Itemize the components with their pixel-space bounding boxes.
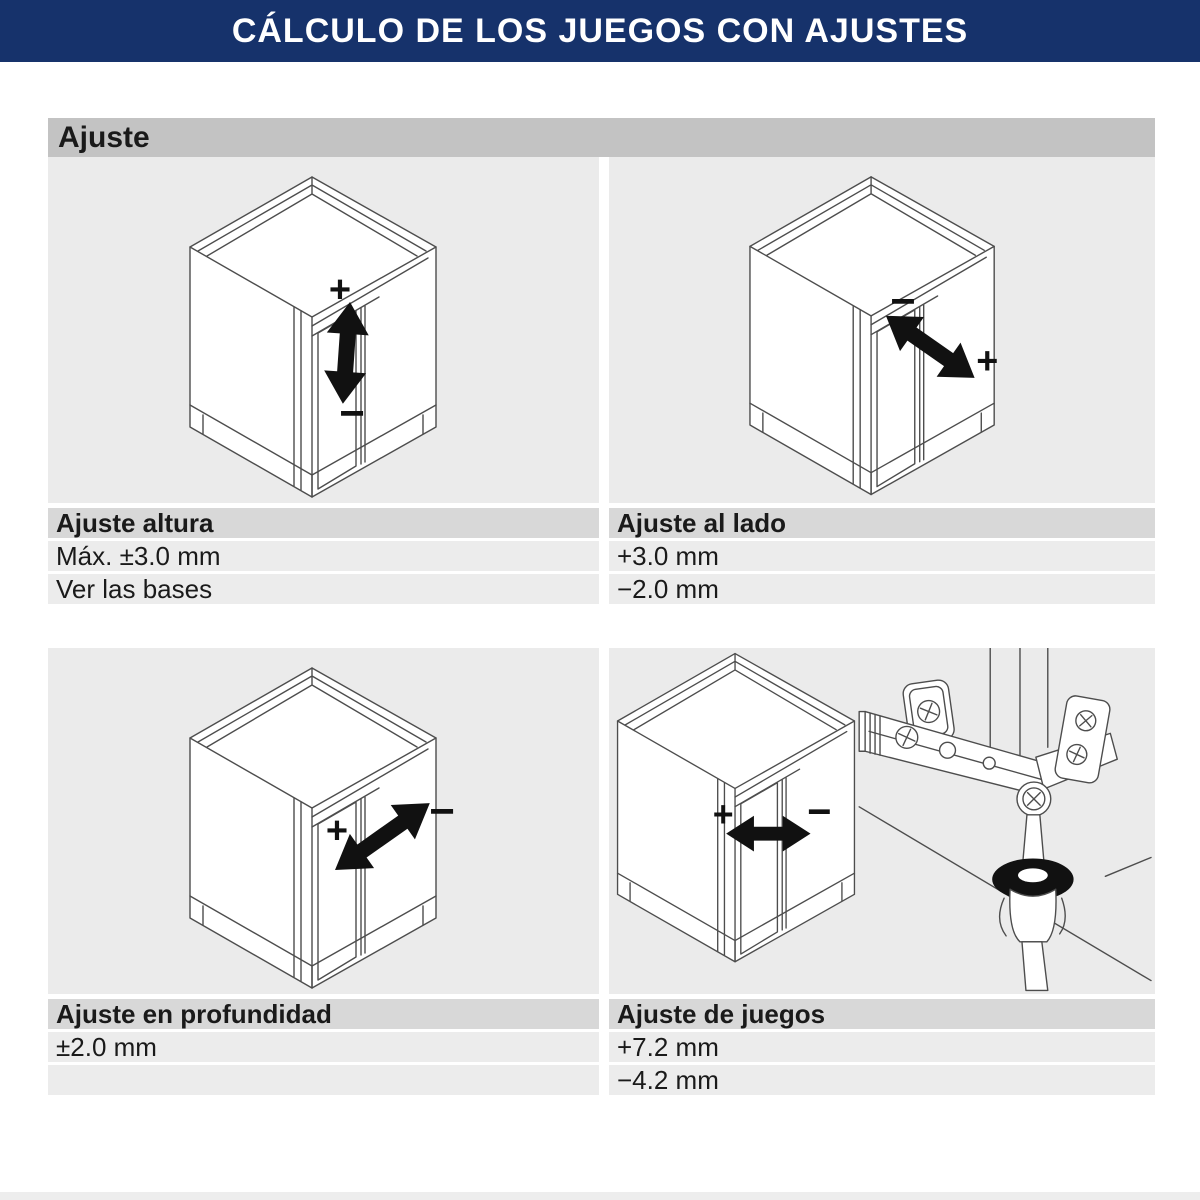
caption-title: Ajuste altura — [48, 508, 599, 538]
plus-sign: + — [325, 810, 349, 852]
minus-sign: − — [890, 276, 916, 326]
panel-ajuste-altura — [48, 157, 599, 607]
caption-block — [48, 508, 599, 607]
corner-cabinet-and-hinge-drawing — [609, 648, 1155, 994]
corner-cabinet-drawing — [48, 157, 599, 503]
figure-ajuste-de-juegos — [609, 648, 1155, 994]
figure-ajuste-al-lado — [609, 157, 1155, 503]
caption-value — [48, 1065, 599, 1095]
hinge-illustration — [859, 648, 1151, 990]
corner-cabinet-drawing — [48, 648, 599, 994]
figure-ajuste-en-profundidad — [48, 648, 599, 994]
caption-title: Ajuste de juegos — [609, 999, 1155, 1029]
caption-block — [48, 999, 599, 1098]
caption-block — [609, 999, 1155, 1098]
minus-sign: − — [429, 787, 455, 836]
screwdriver-shaft — [1023, 815, 1044, 861]
minus-sign: − — [807, 787, 832, 835]
panel-grid — [48, 157, 1155, 1098]
content — [48, 118, 1155, 1098]
corner-cabinet-drawing — [609, 157, 1155, 503]
caption-block — [609, 508, 1155, 607]
plus-sign: + — [712, 794, 734, 835]
figure-ajuste-altura — [48, 157, 599, 503]
caption-value: +3.0 mm — [609, 541, 1155, 571]
caption-title: Ajuste al lado — [609, 508, 1155, 538]
caption-value: −4.2 mm — [609, 1065, 1155, 1095]
caption-value: +7.2 mm — [609, 1032, 1155, 1062]
panel-ajuste-en-profundidad — [48, 648, 599, 1098]
plus-sign: + — [976, 339, 999, 382]
title-bar — [0, 0, 1200, 62]
caption-value: −2.0 mm — [609, 574, 1155, 604]
page-title: CÁLCULO DE LOS JUEGOS CON AJUSTES — [231, 11, 969, 50]
hand-grip — [1010, 889, 1056, 942]
bottom-strip — [0, 1192, 1200, 1200]
panel-ajuste-al-lado — [609, 157, 1155, 607]
caption-value: ±2.0 mm — [48, 1032, 599, 1062]
plus-sign: + — [328, 269, 352, 311]
hinge-mounting-plate — [1054, 694, 1111, 784]
section-header-ajuste: Ajuste — [48, 118, 1155, 157]
caption-title: Ajuste en profundidad — [48, 999, 599, 1029]
screwdriver-handle — [1022, 942, 1048, 991]
caption-value: Ver las bases — [48, 574, 599, 604]
caption-value: Máx. ±3.0 mm — [48, 541, 599, 571]
minus-sign: − — [339, 389, 365, 438]
panel-ajuste-de-juegos — [609, 648, 1155, 1098]
